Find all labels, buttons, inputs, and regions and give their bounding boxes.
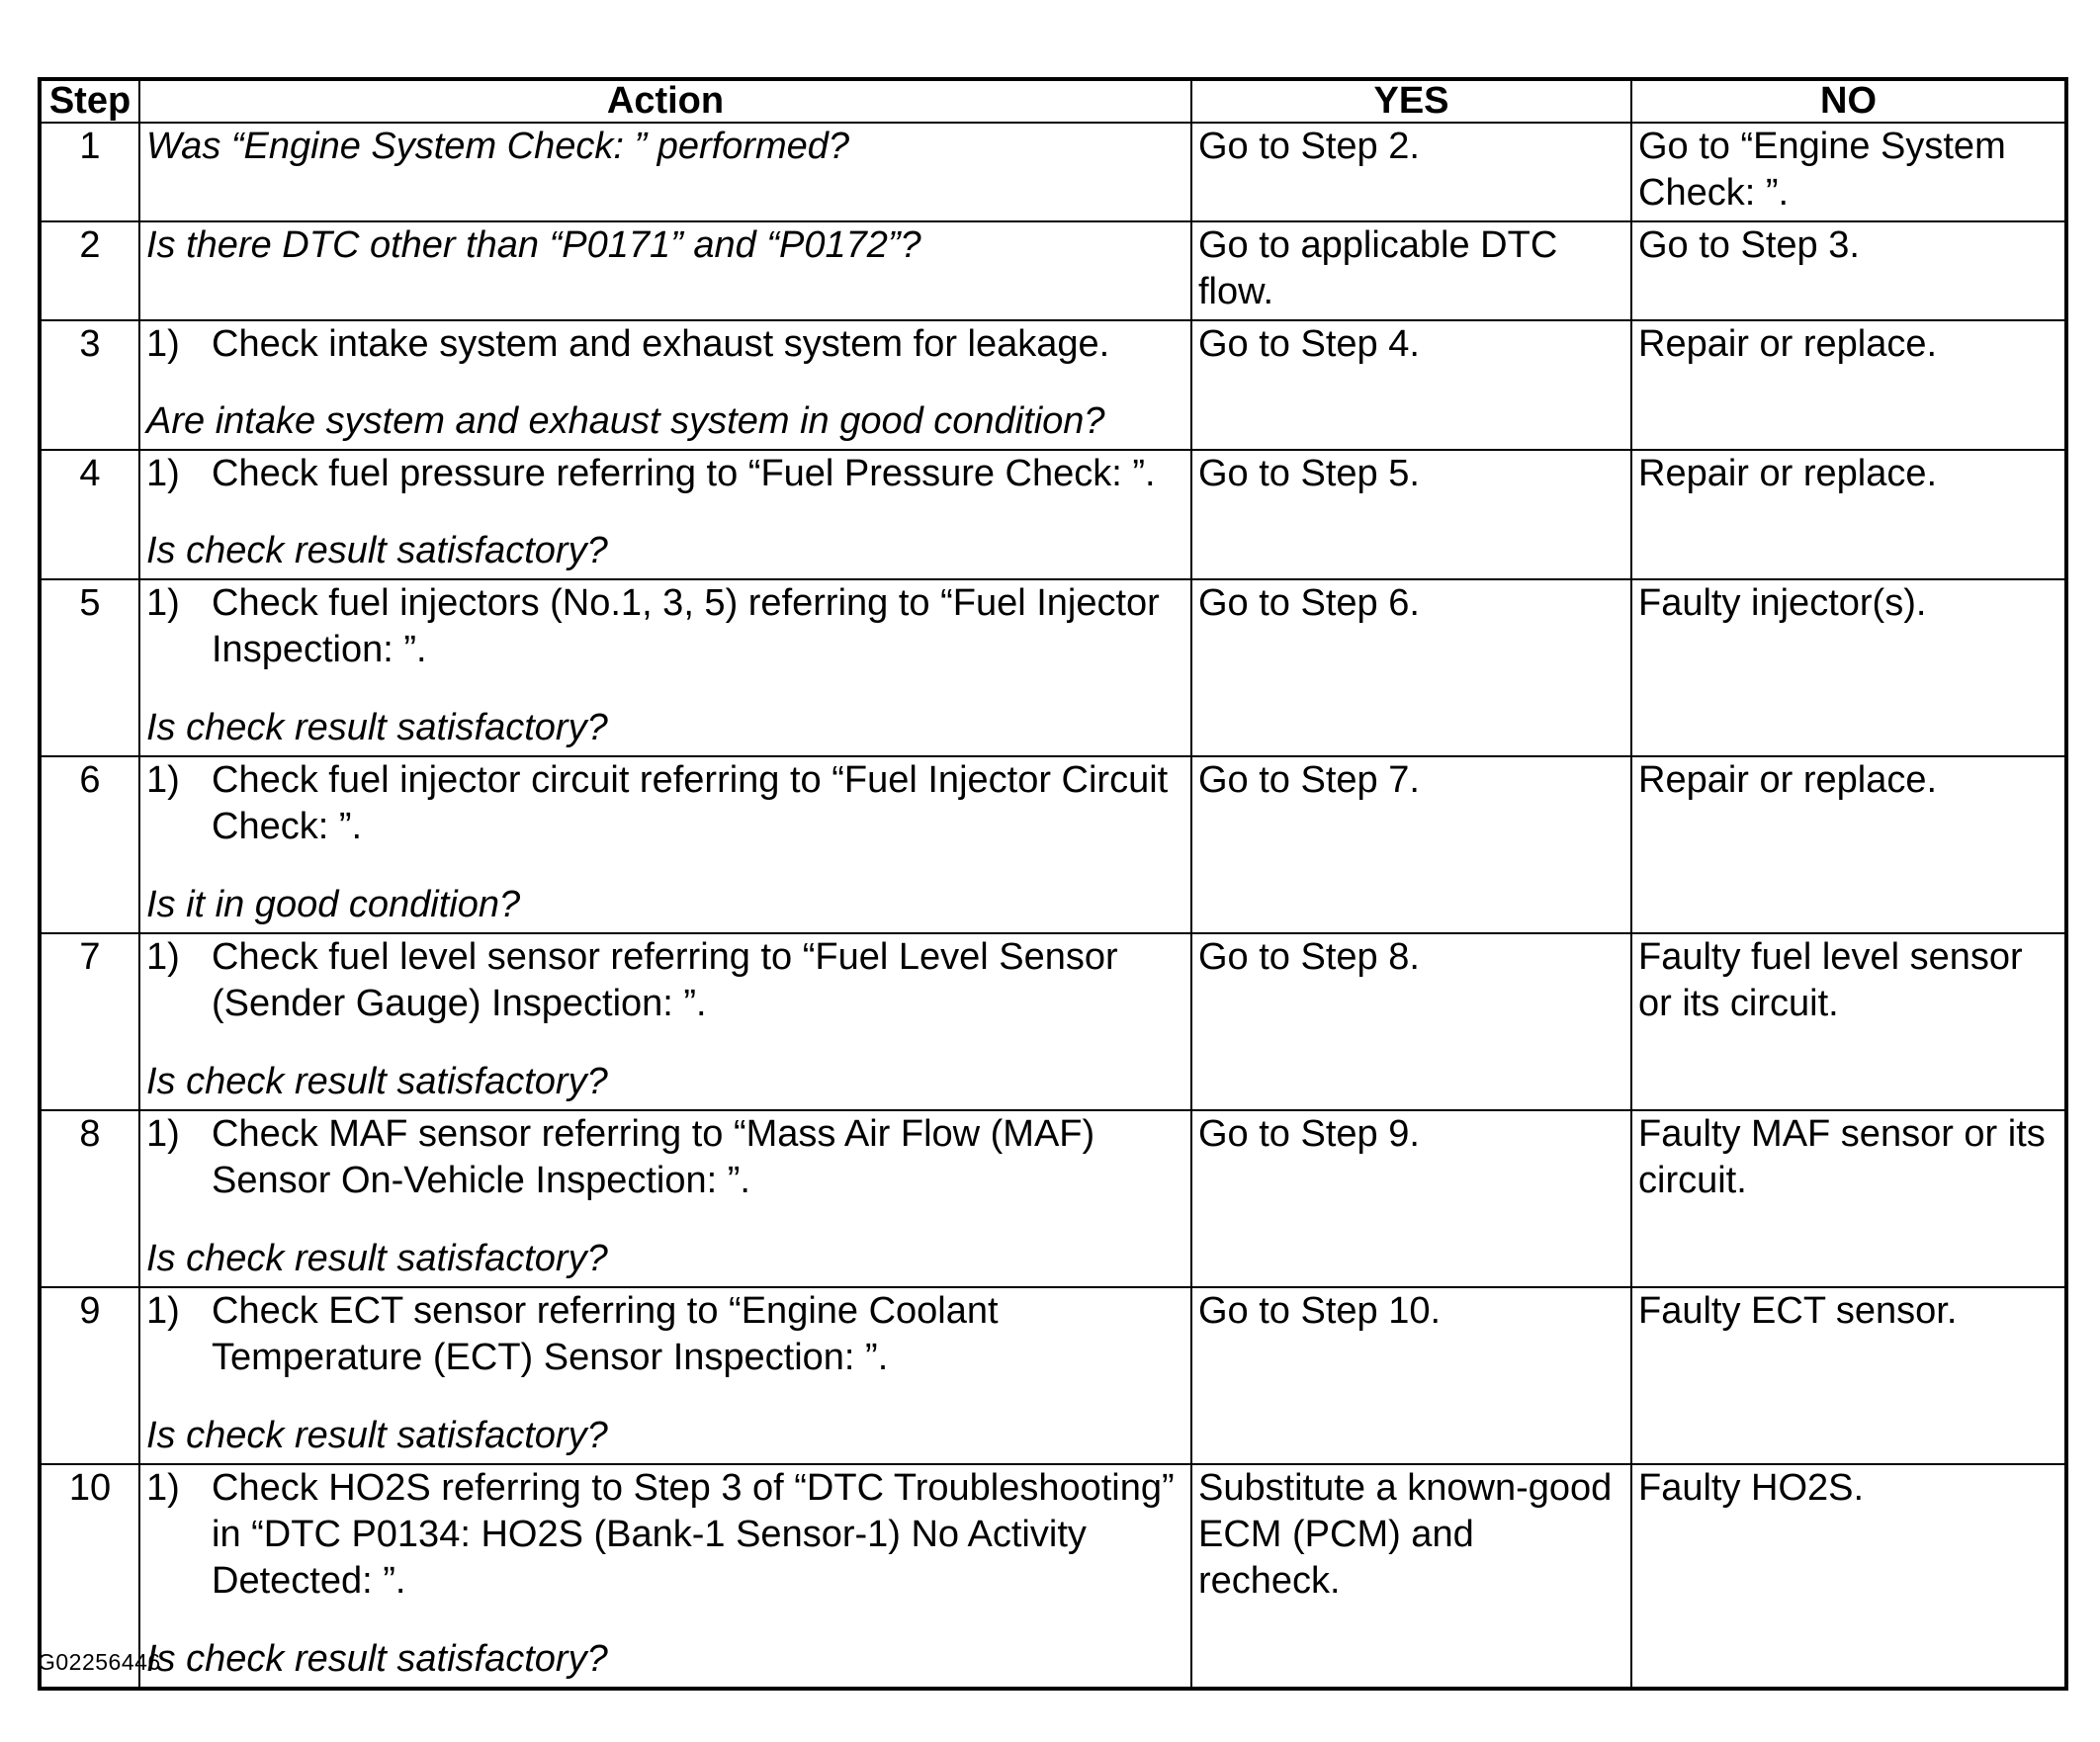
instruction-number: 1) xyxy=(146,582,180,624)
yes-cell: Go to applicable DTC flow. xyxy=(1191,221,1631,320)
instruction-number: 1) xyxy=(146,936,180,978)
table-row xyxy=(40,320,2066,450)
instruction-text: Check MAF sensor referring to “Mass Air Flow (MAF) Sensor On-Vehicle Inspection: ”. xyxy=(212,1113,1095,1201)
step-number: 8 xyxy=(40,1110,139,1287)
table-row xyxy=(40,1464,2066,1689)
troubleshooting-table xyxy=(38,77,2068,1691)
action-instruction xyxy=(146,934,1184,1027)
instruction-number: 1) xyxy=(146,1290,180,1332)
table-row xyxy=(40,933,2066,1110)
header-row xyxy=(40,79,2066,123)
action-instruction xyxy=(146,451,1184,497)
header-step: Step xyxy=(40,79,139,123)
table-row xyxy=(40,123,2066,221)
no-cell: Faulty ECT sensor. xyxy=(1631,1287,2066,1464)
yes-cell: Go to Step 2. xyxy=(1191,123,1631,221)
instruction-text: Check fuel level sensor referring to “Fuel Level Sensor (Sender Gauge) Inspection: ”. xyxy=(212,936,1118,1024)
no-cell: Faulty HO2S. xyxy=(1631,1464,2066,1689)
yes-cell: Go to Step 9. xyxy=(1191,1110,1631,1287)
action-question: Is it in good condition? xyxy=(146,884,521,925)
instruction-text: Check HO2S referring to Step 3 of “DTC Troubleshooting” in “DTC P0134: HO2S (Bank-1 Sensor-1) No Activity Detected: ”. xyxy=(212,1467,1175,1602)
action-instruction xyxy=(146,1111,1184,1204)
header-yes: YES xyxy=(1191,79,1631,123)
action-question: Is check result satisfactory? xyxy=(146,1415,608,1456)
action-question: Are intake system and exhaust system in good condition? xyxy=(146,400,1105,442)
step-number: 4 xyxy=(40,450,139,579)
table-row xyxy=(40,756,2066,933)
step-number: 7 xyxy=(40,933,139,1110)
action-cell xyxy=(139,1287,1191,1464)
action-cell xyxy=(139,1110,1191,1287)
action-cell xyxy=(139,933,1191,1110)
instruction-text: Check fuel injector circuit referring to “Fuel Injector Circuit Check: ”. xyxy=(212,759,1169,847)
table-row xyxy=(40,1110,2066,1287)
no-cell: Faulty MAF sensor or its circuit. xyxy=(1631,1110,2066,1287)
yes-cell: Go to Step 5. xyxy=(1191,450,1631,579)
instruction-number: 1) xyxy=(146,1113,180,1155)
instruction-number: 1) xyxy=(146,453,180,494)
table-row xyxy=(40,1287,2066,1464)
action-question: Is check result satisfactory? xyxy=(146,707,608,748)
action-question: Is check result satisfactory? xyxy=(146,1238,608,1279)
instruction-text: Check fuel pressure referring to “Fuel Pressure Check: ”. xyxy=(212,453,1156,494)
action-instruction xyxy=(146,1288,1184,1381)
action-cell xyxy=(139,221,1191,320)
action-cell xyxy=(139,579,1191,756)
action-instruction xyxy=(146,1465,1184,1605)
yes-cell: Go to Step 7. xyxy=(1191,756,1631,933)
yes-cell: Go to Step 6. xyxy=(1191,579,1631,756)
step-number: 9 xyxy=(40,1287,139,1464)
no-cell: Go to Step 3. xyxy=(1631,221,2066,320)
action-cell xyxy=(139,450,1191,579)
yes-cell: Go to Step 4. xyxy=(1191,320,1631,450)
header-action: Action xyxy=(139,79,1191,123)
no-cell: Repair or replace. xyxy=(1631,450,2066,579)
step-number: 10 xyxy=(40,1464,139,1689)
table-row xyxy=(40,450,2066,579)
no-cell: Go to “Engine System Check: ”. xyxy=(1631,123,2066,221)
action-instruction xyxy=(146,321,1184,368)
yes-cell: Go to Step 8. xyxy=(1191,933,1631,1110)
action-instruction xyxy=(146,580,1184,673)
action-cell xyxy=(139,320,1191,450)
instruction-text: Check fuel injectors (No.1, 3, 5) referring to “Fuel Injector Inspection: ”. xyxy=(212,582,1160,670)
instruction-text: Check ECT sensor referring to “Engine Coolant Temperature (ECT) Sensor Inspection: ”. xyxy=(212,1290,999,1378)
action-cell xyxy=(139,756,1191,933)
table-row xyxy=(40,221,2066,320)
action-cell xyxy=(139,123,1191,221)
no-cell: Faulty fuel level sensor or its circuit. xyxy=(1631,933,2066,1110)
header-no: NO xyxy=(1631,79,2066,123)
instruction-number: 1) xyxy=(146,323,180,365)
step-number: 6 xyxy=(40,756,139,933)
action-cell xyxy=(139,1464,1191,1689)
action-question: Was “Engine System Check: ” performed? xyxy=(146,126,850,167)
table-row xyxy=(40,579,2066,756)
step-number: 5 xyxy=(40,579,139,756)
figure-id: G02256446 xyxy=(38,1649,161,1675)
no-cell: Faulty injector(s). xyxy=(1631,579,2066,756)
no-cell: Repair or replace. xyxy=(1631,756,2066,933)
action-instruction xyxy=(146,757,1184,850)
yes-cell: Substitute a known-good ECM (PCM) and recheck. xyxy=(1191,1464,1631,1689)
step-number: 1 xyxy=(40,123,139,221)
instruction-number: 1) xyxy=(146,1467,180,1509)
instruction-text: Check intake system and exhaust system for leakage. xyxy=(212,323,1110,365)
step-number: 2 xyxy=(40,221,139,320)
instruction-number: 1) xyxy=(146,759,180,801)
action-question: Is check result satisfactory? xyxy=(146,530,608,571)
yes-cell: Go to Step 10. xyxy=(1191,1287,1631,1464)
action-question: Is check result satisfactory? xyxy=(146,1061,608,1102)
action-question: Is there DTC other than “P0171” and “P0172”? xyxy=(146,224,921,266)
no-cell: Repair or replace. xyxy=(1631,320,2066,450)
step-number: 3 xyxy=(40,320,139,450)
action-question: Is check result satisfactory? xyxy=(146,1638,608,1680)
